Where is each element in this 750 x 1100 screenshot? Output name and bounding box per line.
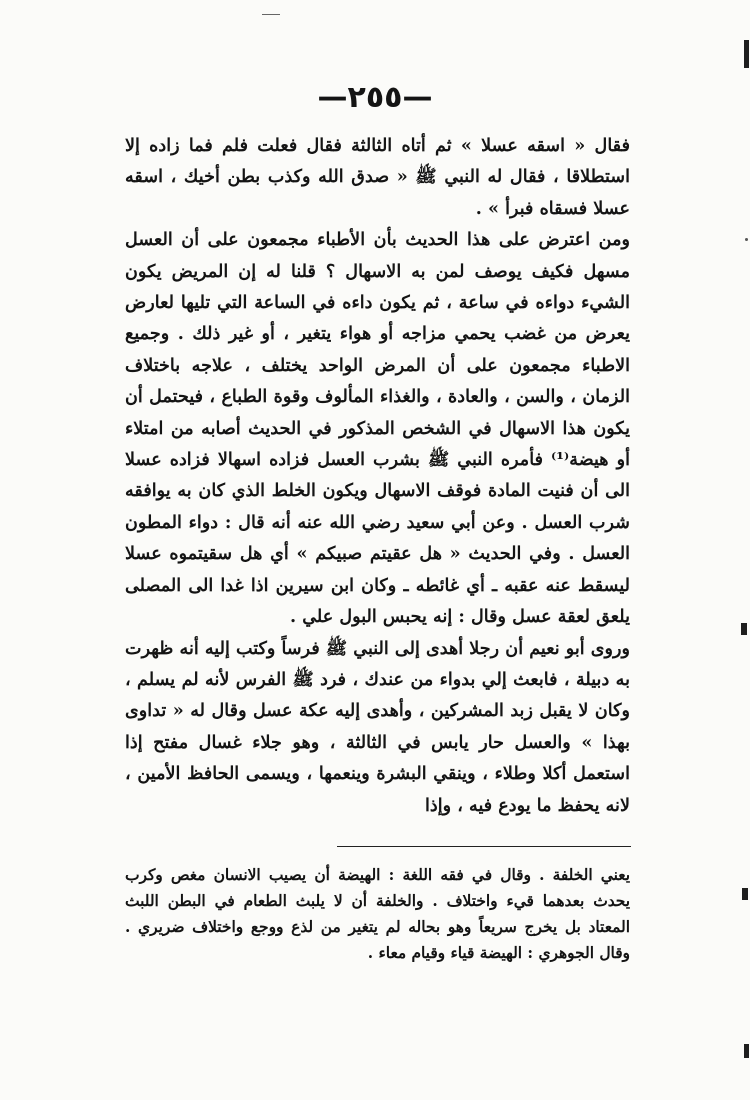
paragraph: وروى أبو نعيم أن رجلا أهدى إلى النبي ﷺ فرساً وكتب إليه أنه ظهرت به دبيلة ، فابعث إلي بدواء من عندك ، فرد ﷺ الفرس لأنه لم يسلم ، وكان لا يقبل زبد المشركين ، وأهدى إليه عكة عسل وقال له « تداوى بهذا » والعسل حار يابس في الثالثة ، وهو جلاء غسال مفتح إذا استعمل أكلا وطلاء ، وينقي البشرة وينعمها ، ويسمى الحافظ الأمين ، لانه يحفظ ما يودع فيه ، وإذا: [125, 637, 630, 816]
edge-mark: [744, 40, 749, 68]
footnotes: [125, 862, 630, 966]
edge-mark: [741, 623, 747, 635]
footnote-text: يعني الخلفة . وقال في فقه اللغة : الهيضة أن يصيب الانسان مغص وكرب يحدث بعدهما قيء واختلاف . والخلفة أن لا يلبث الطعام في البطن اللبث المعتاد بل يخرج سريعاً وهو بحاله لم يتغير من لذع ووجع واختلاف ضريري . وقال الجوهري : الهيضة قياء وقيام معاء .: [125, 866, 630, 962]
main-text: [125, 130, 630, 821]
paragraph: فقال « اسقه عسلا » ثم أتاه الثالثة فقال فعلت فلم فما زاده إلا استطلاقا ، فقال له النبي ﷺ « صدق الله وكذب بطن أخيك ، اسقه عسلا فسقاه فبرأ » .: [125, 135, 630, 219]
page-number: —٢٥٥—: [317, 80, 433, 115]
paragraph: ومن اعترض على هذا الحديث بأن الأطباء مجمعون على أن العسل مسهل فكيف يوصف لمن به الاسهال ؟ قلنا له إن المريض يكون الشيء دواءه في ساعة ، ثم يكون داءه في الساعة التي تليها لعارض يعرض من غضب يحمي مزاجه أو هواء يتغير ، أو غير ذلك . وجميع الاطباء مجمعون على أن المرض الواحد يختلف ، علاجه باختلاف الزمان ، والسن ، والعادة ، والغذاء المألوف وقوة الطباع ، فيحتمل أن يكون هذا الاسهال في الشخص المذكور في الحديث أصابه من امتلاء أو هيضة⁽¹⁾ فأمره النبي ﷺ بشرب العسل فزاده اسهالا فزاده عسلا الى أن فنيت المادة فوقف الاسهال ويكون الخلط الذي كان به يوافقه شرب العسل . وعن أبي سعيد رضي الله عنه أنه قال : دواء المطون العسل . وفي الحديث « هل عقيتم صبيكم » أي هل سقيتموه عسلا ليسقط عنه عقبه ـ أي غائطه ـ وكان ابن سيرين اذا غدا الى المصلى يلعق لعقة عسل وقال : إنه يحبس البول علي .: [125, 229, 630, 628]
scan-artifact: [262, 14, 280, 15]
edge-mark: [745, 238, 748, 241]
footnote-divider: [337, 846, 631, 847]
edge-mark: [742, 888, 748, 900]
edge-mark: [744, 1044, 749, 1058]
